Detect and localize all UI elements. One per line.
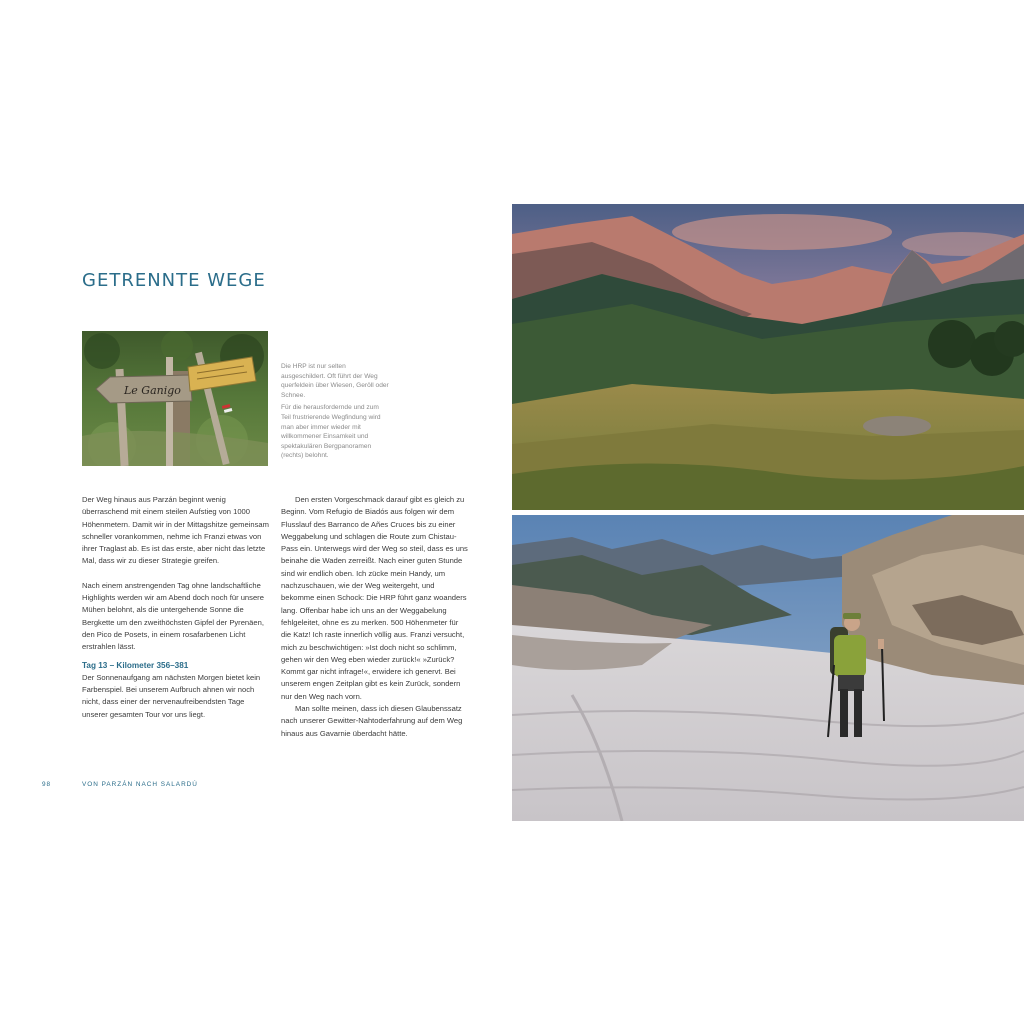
body-paragraph: Der Sonnenaufgang am nächsten Morgen bietet kein Farbenspiel. Bei unserem Aufbruch ahnen wir noch nicht, dass einer der nervenaufreibendsten Tage unserer gesamten Tour vor uns liegt. <box>82 672 261 719</box>
hiker-snowfield-photo <box>512 515 1024 821</box>
body-paragraph: Man sollte meinen, dass ich diesen Glaubenssatz nach unserer Gewitter-Nahtoderfahrung auf dem Weg hinaus aus Gavarnie überdacht hätte. <box>281 704 463 738</box>
page-number: 98 <box>42 781 52 788</box>
caption-paragraph: Die HRP ist nur selten ausgeschildert. Oft führt der Weg querfeldein über Wiesen, Geröll oder Schnee. <box>281 363 389 399</box>
body-paragraph: Den ersten Vorgeschmack darauf gibt es gleich zu Beginn. Vom Refugio de Biadós aus folgen wir dem Flusslauf des Barranco de Añes Cruces bis zu einer Weggabelung und schlagen die Route zum Chistau-Pass ein. Unterwegs wird der Weg so steil, dass es uns beinahe die Waden zerreißt. Nach einer guten Stunde sind wir endlich oben. Ich zücke mein Handy, um nachzuschauen, wie der Weg weitergeht, und bekomme einen Schock: Die HRP führt ganz woanders lang. Offenbar habe ich uns an der Weggabelung fehlgeleitet, ohne es zu merken. 500 Höhenmeter für die Katz! Ich raste innerlich völlig aus. Franzi versucht, mich zu beschwichtigen: »Ist doch nicht so schlimm, gehen wir den Weg eben wieder zurück!« »Zurück? Kommt gar nicht infrage!«, erwidere ich genervt. Bei unserem engen Zeitplan gibt es kein Zurück, sondern nur den Weg nach vorn. <box>281 495 468 701</box>
mountain-sunset-photo <box>512 204 1024 510</box>
sign-text: Le Ganigo <box>124 384 181 397</box>
body-paragraph: Nach einem anstrengenden Tag ohne landschaftliche Highlights werden wir am Abend doch noch für unsere Mühen belohnt, als die untergehende Sonne die Bergkette um den zweithöchsten Gipfel der Pyrenäen, den Pico de Posets, in einem rosafarbenen Licht erstrahlen lässt. <box>82 580 264 652</box>
text-column-right <box>281 494 469 740</box>
trail-sign-photo <box>82 331 268 466</box>
text-column-left <box>82 494 270 721</box>
chapter-title: GETRENNTE WEGE <box>82 270 266 291</box>
running-title: VON PARZÁN NACH SALARDÚ <box>82 781 198 788</box>
caption-paragraph: Für die herausfordernde und zum Teil frustrierende Wegfindung wird man aber immer wieder mit willkommener Einsamkeit und spektakulären Bergpanoramen (rechts) belohnt. <box>281 404 381 460</box>
body-paragraph: Der Weg hinaus aus Parzán beginnt wenig überraschend mit einem steilen Aufstieg von 1000 Höhenmetern. Damit wir in der Mittagshitze gemeinsam schneller vorankommen, nehme ich Franzi etwas von ihrer Traglast ab. Es ist das erste, aber nicht das letzte Mal, dass wir zu dieser Strategie greifen. <box>82 495 269 566</box>
day-subheading: Tag 13 – Kilometer 356–381 <box>82 660 189 670</box>
photo-caption <box>281 362 389 464</box>
